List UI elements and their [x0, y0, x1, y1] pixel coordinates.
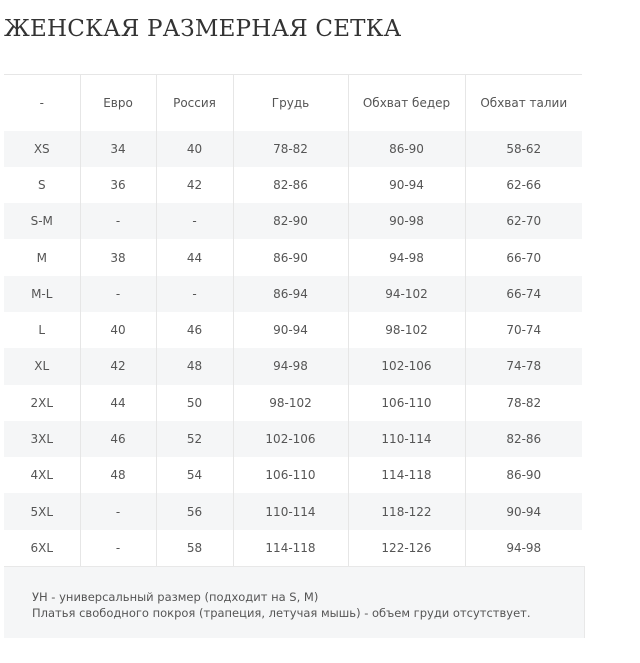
cell-euro: 46: [80, 421, 156, 457]
table-body: [4, 131, 582, 567]
cell-russia: 40: [156, 131, 233, 167]
cell-chest: 94-98: [233, 348, 348, 384]
cell-size: S-M: [4, 203, 80, 239]
cell-waist: 66-70: [506, 250, 542, 265]
cell-waist: 62-70: [506, 214, 542, 229]
column-header-hips: Обхват бедер: [348, 75, 465, 131]
cell-russia: 46: [156, 312, 233, 348]
cell-russia: -: [156, 203, 233, 239]
cell-russia: 44: [156, 239, 233, 275]
column-header-size: -: [4, 75, 80, 131]
table-row: [4, 131, 582, 167]
cell-hips: 118-122: [348, 493, 465, 529]
cell-size: XS: [4, 131, 80, 167]
cell-size: 6XL: [4, 530, 80, 566]
cell-chest: 78-82: [233, 131, 348, 167]
cell-size: 3XL: [4, 421, 80, 457]
cell-russia: 42: [156, 167, 233, 203]
cell-euro: 36: [80, 167, 156, 203]
table-row: [4, 457, 582, 493]
cell-size: M: [4, 239, 80, 275]
notes-box: [4, 566, 585, 638]
table-row: [4, 385, 582, 421]
cell-chest: 98-102: [233, 385, 348, 421]
cell-chest: 110-114: [233, 493, 348, 529]
cell-euro: 38: [80, 239, 156, 275]
cell-hips: 102-106: [348, 348, 465, 384]
table-row: [4, 167, 582, 203]
cell-waist: 86-90: [506, 468, 542, 483]
cell-chest: 90-94: [233, 312, 348, 348]
cell-hips: 122-126: [348, 530, 465, 566]
cell-waist: 78-82: [506, 395, 542, 410]
page-title: ЖЕНСКАЯ РАЗМЕРНАЯ СЕТКА: [4, 16, 402, 42]
cell-euro: 34: [80, 131, 156, 167]
cell-size: 2XL: [4, 385, 80, 421]
cell-size: XL: [4, 348, 80, 384]
cell-euro: -: [80, 203, 156, 239]
cell-hips: 94-98: [348, 239, 465, 275]
cell-russia: 50: [156, 385, 233, 421]
cell-hips: 90-98: [348, 203, 465, 239]
table-row: [4, 312, 582, 348]
cell-euro: 44: [80, 385, 156, 421]
cell-euro: -: [80, 276, 156, 312]
cell-hips: 94-102: [348, 276, 465, 312]
size-chart-table-container: [4, 74, 582, 566]
cell-waist: 94-98: [506, 540, 542, 555]
column-header-euro: Евро: [80, 75, 156, 131]
cell-chest: 82-90: [233, 203, 348, 239]
table-row: [4, 203, 582, 239]
cell-russia: 58: [156, 530, 233, 566]
cell-chest: 106-110: [233, 457, 348, 493]
note-universal-size: УН - универсальный размер (подходит на S, M): [32, 590, 319, 604]
cell-hips: 98-102: [348, 312, 465, 348]
cell-waist: 66-74: [506, 286, 542, 301]
column-header-chest: Грудь: [233, 75, 348, 131]
cell-euro: -: [80, 493, 156, 529]
table-row: [4, 493, 582, 529]
cell-size: L: [4, 312, 80, 348]
cell-chest: 114-118: [233, 530, 348, 566]
table-header-row: [4, 75, 582, 131]
cell-euro: 48: [80, 457, 156, 493]
table-row: [4, 530, 582, 566]
column-header-russia: Россия: [156, 75, 233, 131]
cell-chest: 82-86: [233, 167, 348, 203]
cell-russia: 52: [156, 421, 233, 457]
cell-hips: 110-114: [348, 421, 465, 457]
table-row: [4, 276, 582, 312]
cell-size: 4XL: [4, 457, 80, 493]
cell-hips: 90-94: [348, 167, 465, 203]
size-chart-table: [4, 74, 582, 566]
cell-size: M-L: [4, 276, 80, 312]
cell-russia: 56: [156, 493, 233, 529]
cell-euro: -: [80, 530, 156, 566]
cell-waist: 74-78: [506, 359, 542, 374]
cell-russia: 54: [156, 457, 233, 493]
cell-waist: 82-86: [506, 432, 542, 447]
cell-hips: 114-118: [348, 457, 465, 493]
cell-chest: 86-94: [233, 276, 348, 312]
cell-chest: 102-106: [233, 421, 348, 457]
cell-waist: 70-74: [506, 323, 542, 338]
cell-russia: 48: [156, 348, 233, 384]
cell-size: 5XL: [4, 493, 80, 529]
cell-euro: 40: [80, 312, 156, 348]
cell-size: S: [4, 167, 80, 203]
cell-waist: 58-62: [506, 141, 542, 156]
cell-hips: 86-90: [348, 131, 465, 167]
cell-waist: 90-94: [506, 504, 542, 519]
table-row: [4, 421, 582, 457]
cell-hips: 106-110: [348, 385, 465, 421]
note-loose-dresses: Платья свободного покроя (трапеция, летучая мышь) - объем груди отсутствует.: [32, 606, 531, 620]
table-row: [4, 348, 582, 384]
cell-euro: 42: [80, 348, 156, 384]
table-row: [4, 239, 582, 275]
column-header-waist: Обхват талии: [465, 75, 582, 131]
cell-russia: -: [156, 276, 233, 312]
cell-chest: 86-90: [233, 239, 348, 275]
cell-waist: 62-66: [506, 177, 542, 192]
